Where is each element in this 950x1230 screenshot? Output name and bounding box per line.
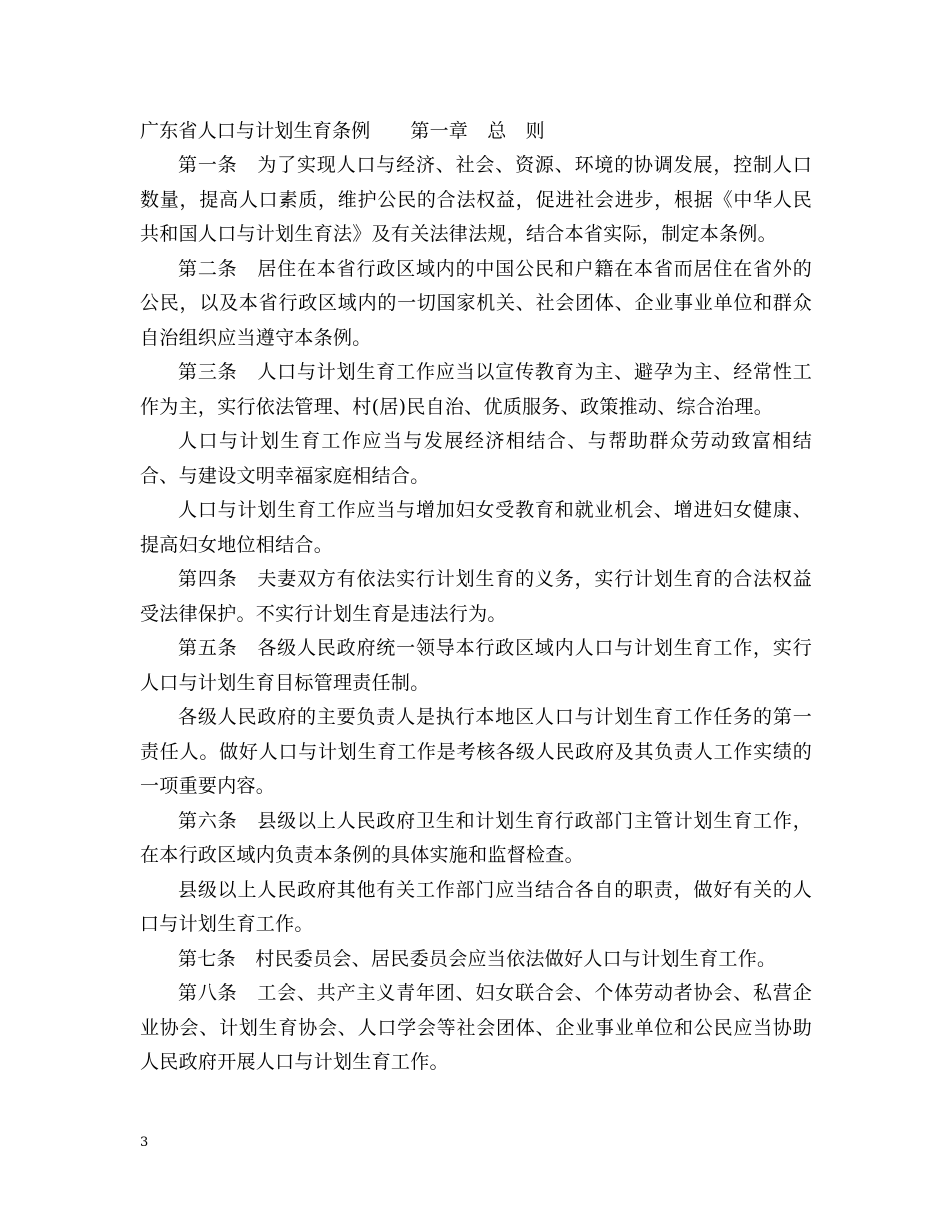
paragraph: 第八条 工会、共产主义青年团、妇女联合会、个体劳动者协会、私营企业协会、计划生育协会、人口学会等社会团体、企业事业单位和公民应当协助人民政府开展人口与计划生育工作。 bbox=[140, 982, 812, 1073]
paragraph: 县级以上人民政府其他有关工作部门应当结合各自的职责，做好有关的人口与计划生育工作。 bbox=[140, 878, 812, 935]
paragraph: 第二条 居住在本省行政区域内的中国公民和户籍在本省而居住在省外的公民，以及本省行政区域内的一切国家机关、社会团体、企业事业单位和群众自治组织应当遵守本条例。 bbox=[140, 257, 812, 349]
document-body bbox=[140, 116, 812, 1080]
paragraph: 人口与计划生育工作应当与增加妇女受教育和就业机会、增进妇女健康、提高妇女地位相结合。 bbox=[140, 499, 812, 556]
paragraph: 第七条 村民委员会、居民委员会应当依法做好人口与计划生育工作。 bbox=[178, 947, 777, 970]
paragraph: 第五条 各级人民政府统一领导本行政区域内人口与计划生育工作，实行人口与计划生育目标管理责任制。 bbox=[140, 637, 812, 694]
paragraph: 人口与计划生育工作应当与发展经济相结合、与帮助群众劳动致富相结合、与建设文明幸福家庭相结合。 bbox=[140, 430, 812, 487]
chapter-heading: 第一章 总 则 bbox=[410, 120, 545, 142]
paragraph: 各级人民政府的主要负责人是执行本地区人口与计划生育工作任务的第一责任人。做好人口与计划生育工作是考核各级人民政府及其负责人工作实绩的一项重要内容。 bbox=[140, 706, 812, 797]
page-number: 3 bbox=[140, 1135, 149, 1150]
document-heading bbox=[140, 116, 812, 146]
paragraph: 第四条 夫妻双方有依法实行计划生育的义务，实行计划生育的合法权益受法律保护。不实行计划生育是违法行为。 bbox=[140, 568, 812, 625]
document-title: 广东省人口与计划生育条例 bbox=[140, 120, 371, 142]
paragraph: 第三条 人口与计划生育工作应当以宣传教育为主、避孕为主、经常性工作为主，实行依法管理、村(居)民自治、优质服务、政策推动、综合治理。 bbox=[140, 361, 812, 418]
paragraph: 第六条 县级以上人民政府卫生和计划生育行政部门主管计划生育工作，在本行政区域内负责本条例的具体实施和监督检查。 bbox=[140, 809, 812, 866]
paragraph: 第一条 为了实现人口与经济、社会、资源、环境的协调发展，控制人口数量，提高人口素质，维护公民的合法权益，促进社会进步，根据《中华人民共和国人口与计划生育法》及有关法律法规，结合本省实际，制定本条例。 bbox=[140, 154, 812, 245]
